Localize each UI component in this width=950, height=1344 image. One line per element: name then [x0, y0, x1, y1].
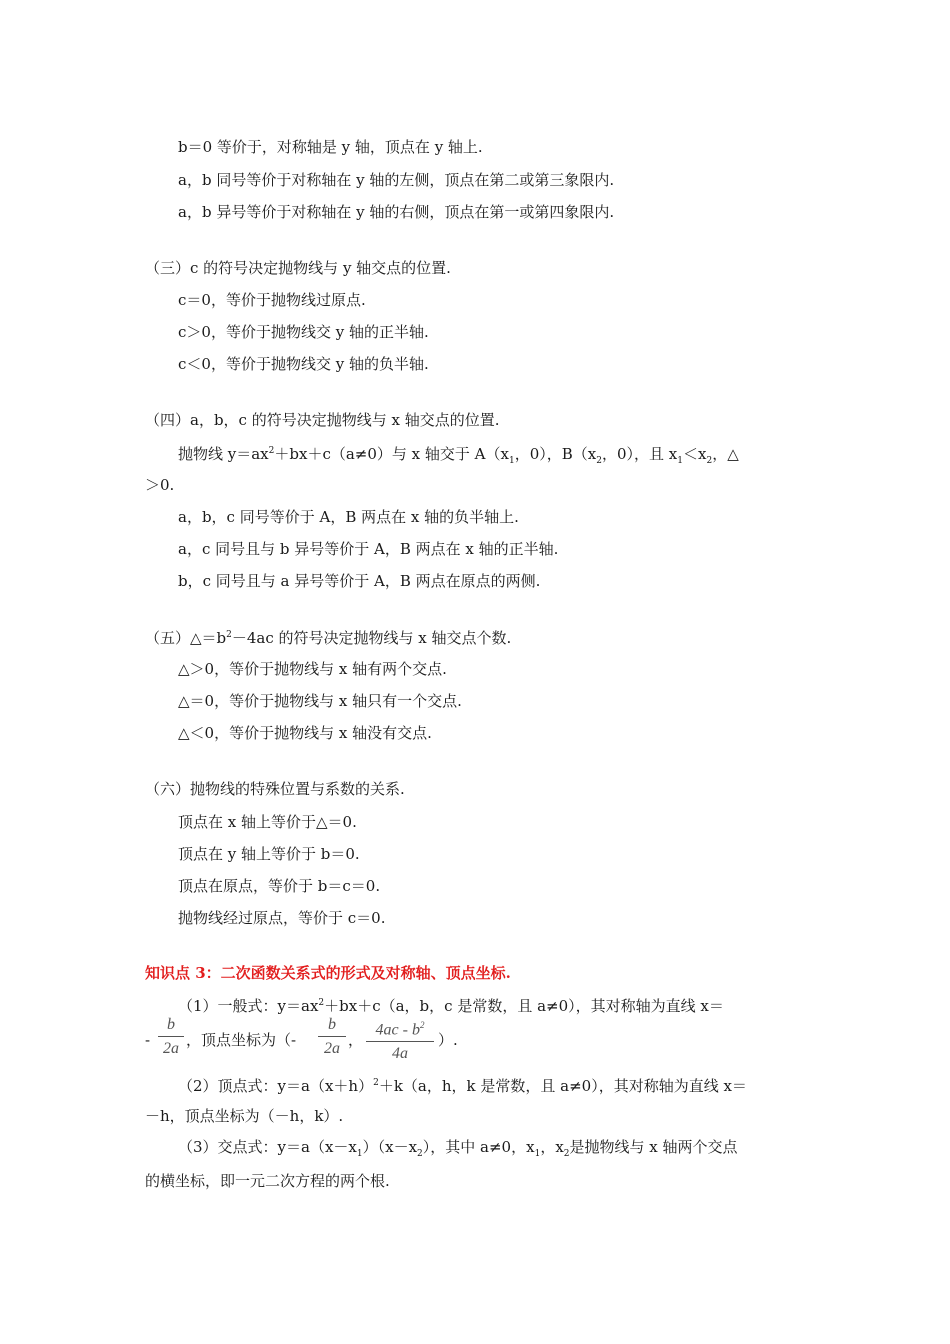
fraction-denominator: 2a	[163, 1040, 179, 1057]
text-span: （3）交点式：y＝a（x－x	[178, 1138, 357, 1156]
subscript: 1	[356, 1149, 363, 1159]
section-heading: （三）c 的符号决定抛物线与 y 轴交点的位置.	[145, 259, 451, 277]
fraction-denominator: 2a	[324, 1040, 340, 1057]
text-span: ）（x－x	[362, 1138, 418, 1156]
fraction-axis	[158, 1015, 184, 1059]
text-line: △＝0，等价于抛物线与 x 轴只有一个交点.	[178, 692, 462, 710]
text-span: ＋bx＋c（a，b，c 是常数，且 a≠0），其对称轴为直线 x＝	[324, 997, 724, 1015]
text-line: －h，顶点坐标为（－h，k）.	[145, 1107, 344, 1125]
text-span: ＜x	[682, 445, 707, 463]
text-span: 是抛物线与 x 轴两个交点	[569, 1138, 738, 1156]
text-line: 的横坐标，即一元二次方程的两个根.	[145, 1172, 390, 1190]
text-line	[178, 441, 739, 471]
fraction-vertex-x	[318, 1015, 346, 1059]
text-line: c＞0，等价于抛物线交 y 轴的正半轴.	[178, 323, 429, 341]
subscript: 2	[563, 1149, 570, 1159]
text-line: 顶点在原点，等价于 b＝c＝0.	[178, 877, 381, 895]
text-line: b＝0 等价于，对称轴是 y 轴，顶点在 y 轴上.	[178, 138, 483, 156]
subscript: 2	[596, 456, 602, 466]
superscript: 2	[318, 998, 325, 1008]
text-line	[178, 993, 724, 1016]
section-heading: （六）抛物线的特殊位置与系数的关系.	[145, 780, 405, 798]
text-span: （1）一般式：y＝ax	[178, 997, 319, 1015]
text-span: 抛物线 y＝ax	[178, 445, 269, 463]
text-span: ，0），且 x	[601, 445, 678, 463]
text-line: ＞0.	[145, 476, 175, 494]
text-span: ，△	[712, 445, 739, 463]
fraction-numerator: b	[167, 1016, 175, 1033]
fraction-denominator: 4a	[392, 1045, 408, 1063]
text-span: ）.	[438, 1031, 458, 1049]
text-line: a，b 异号等价于对称轴在 y 轴的右侧，顶点在第一或第四象限内.	[178, 203, 615, 221]
fraction-vertex-y	[366, 1015, 434, 1064]
superscript: 2	[419, 1020, 425, 1030]
section-heading: （四）a，b，c 的符号决定抛物线与 x 轴交点的位置.	[145, 411, 500, 429]
numerator-text: 4ac - b	[375, 1021, 420, 1039]
text-line: a，b 同号等价于对称轴在 y 轴的左侧，顶点在第二或第三象限内.	[178, 171, 615, 189]
fraction-bar	[318, 1036, 346, 1037]
text-line: c＝0，等价于抛物线过原点.	[178, 291, 366, 309]
text-line: a，b，c 同号等价于 A，B 两点在 x 轴的负半轴上.	[178, 508, 519, 526]
subscript: 2	[417, 1149, 423, 1159]
text-line: a，c 同号且与 b 异号等价于 A，B 两点在 x 轴的正半轴.	[178, 540, 559, 558]
subscript: 1	[677, 456, 683, 466]
text-span: －4ac 的符号决定抛物线与 x 轴交点个数.	[231, 629, 512, 647]
minus-sign: -	[145, 1031, 151, 1049]
text-line: △＜0，等价于抛物线与 x 轴没有交点.	[178, 724, 432, 742]
fraction-numerator: b	[328, 1016, 336, 1033]
text-span: ，0），B（x	[514, 445, 597, 463]
text-span: ，	[348, 1031, 364, 1049]
text-span: （五）△＝b	[145, 629, 227, 647]
text-line: 抛物线经过原点，等价于 c＝0.	[178, 909, 386, 927]
text-line: 顶点在 y 轴上等价于 b＝0.	[178, 845, 360, 863]
text-span: ，x	[540, 1138, 564, 1156]
fraction-numerator	[366, 1015, 434, 1040]
text-line: b，c 同号且与 a 异号等价于 A，B 两点在原点的两侧.	[178, 572, 541, 590]
subscript: 1	[508, 456, 515, 466]
superscript: 2	[373, 1078, 379, 1088]
superscript: 2	[268, 446, 275, 456]
text-line: △＞0，等价于抛物线与 x 轴有两个交点.	[178, 660, 447, 678]
knowledge-point-heading: 知识点 3：二次函数关系式的形式及对称轴、顶点坐标.	[145, 964, 511, 982]
text-span: ，顶点坐标为（-	[186, 1031, 297, 1049]
section-heading	[145, 625, 511, 648]
fraction-bar	[158, 1036, 184, 1037]
subscript: 2	[706, 456, 713, 466]
superscript: 2	[226, 630, 232, 640]
subscript: 1	[534, 1149, 541, 1159]
text-line	[178, 1137, 738, 1164]
text-line	[178, 1073, 747, 1096]
text-span: ＋k（a，h，k 是常数，且 a≠0），其对称轴为直线 x＝	[378, 1077, 747, 1095]
text-span: ＋bx＋c（a≠0）与 x 轴交于 A（x	[274, 445, 509, 463]
text-line: c＜0，等价于抛物线交 y 轴的负半轴.	[178, 355, 429, 373]
fraction-bar	[366, 1041, 434, 1042]
text-line: 顶点在 x 轴上等价于△＝0.	[178, 813, 357, 831]
text-span: ），其中 a≠0，x	[422, 1138, 535, 1156]
text-span: （2）顶点式：y＝a（x＋h）	[178, 1077, 374, 1095]
